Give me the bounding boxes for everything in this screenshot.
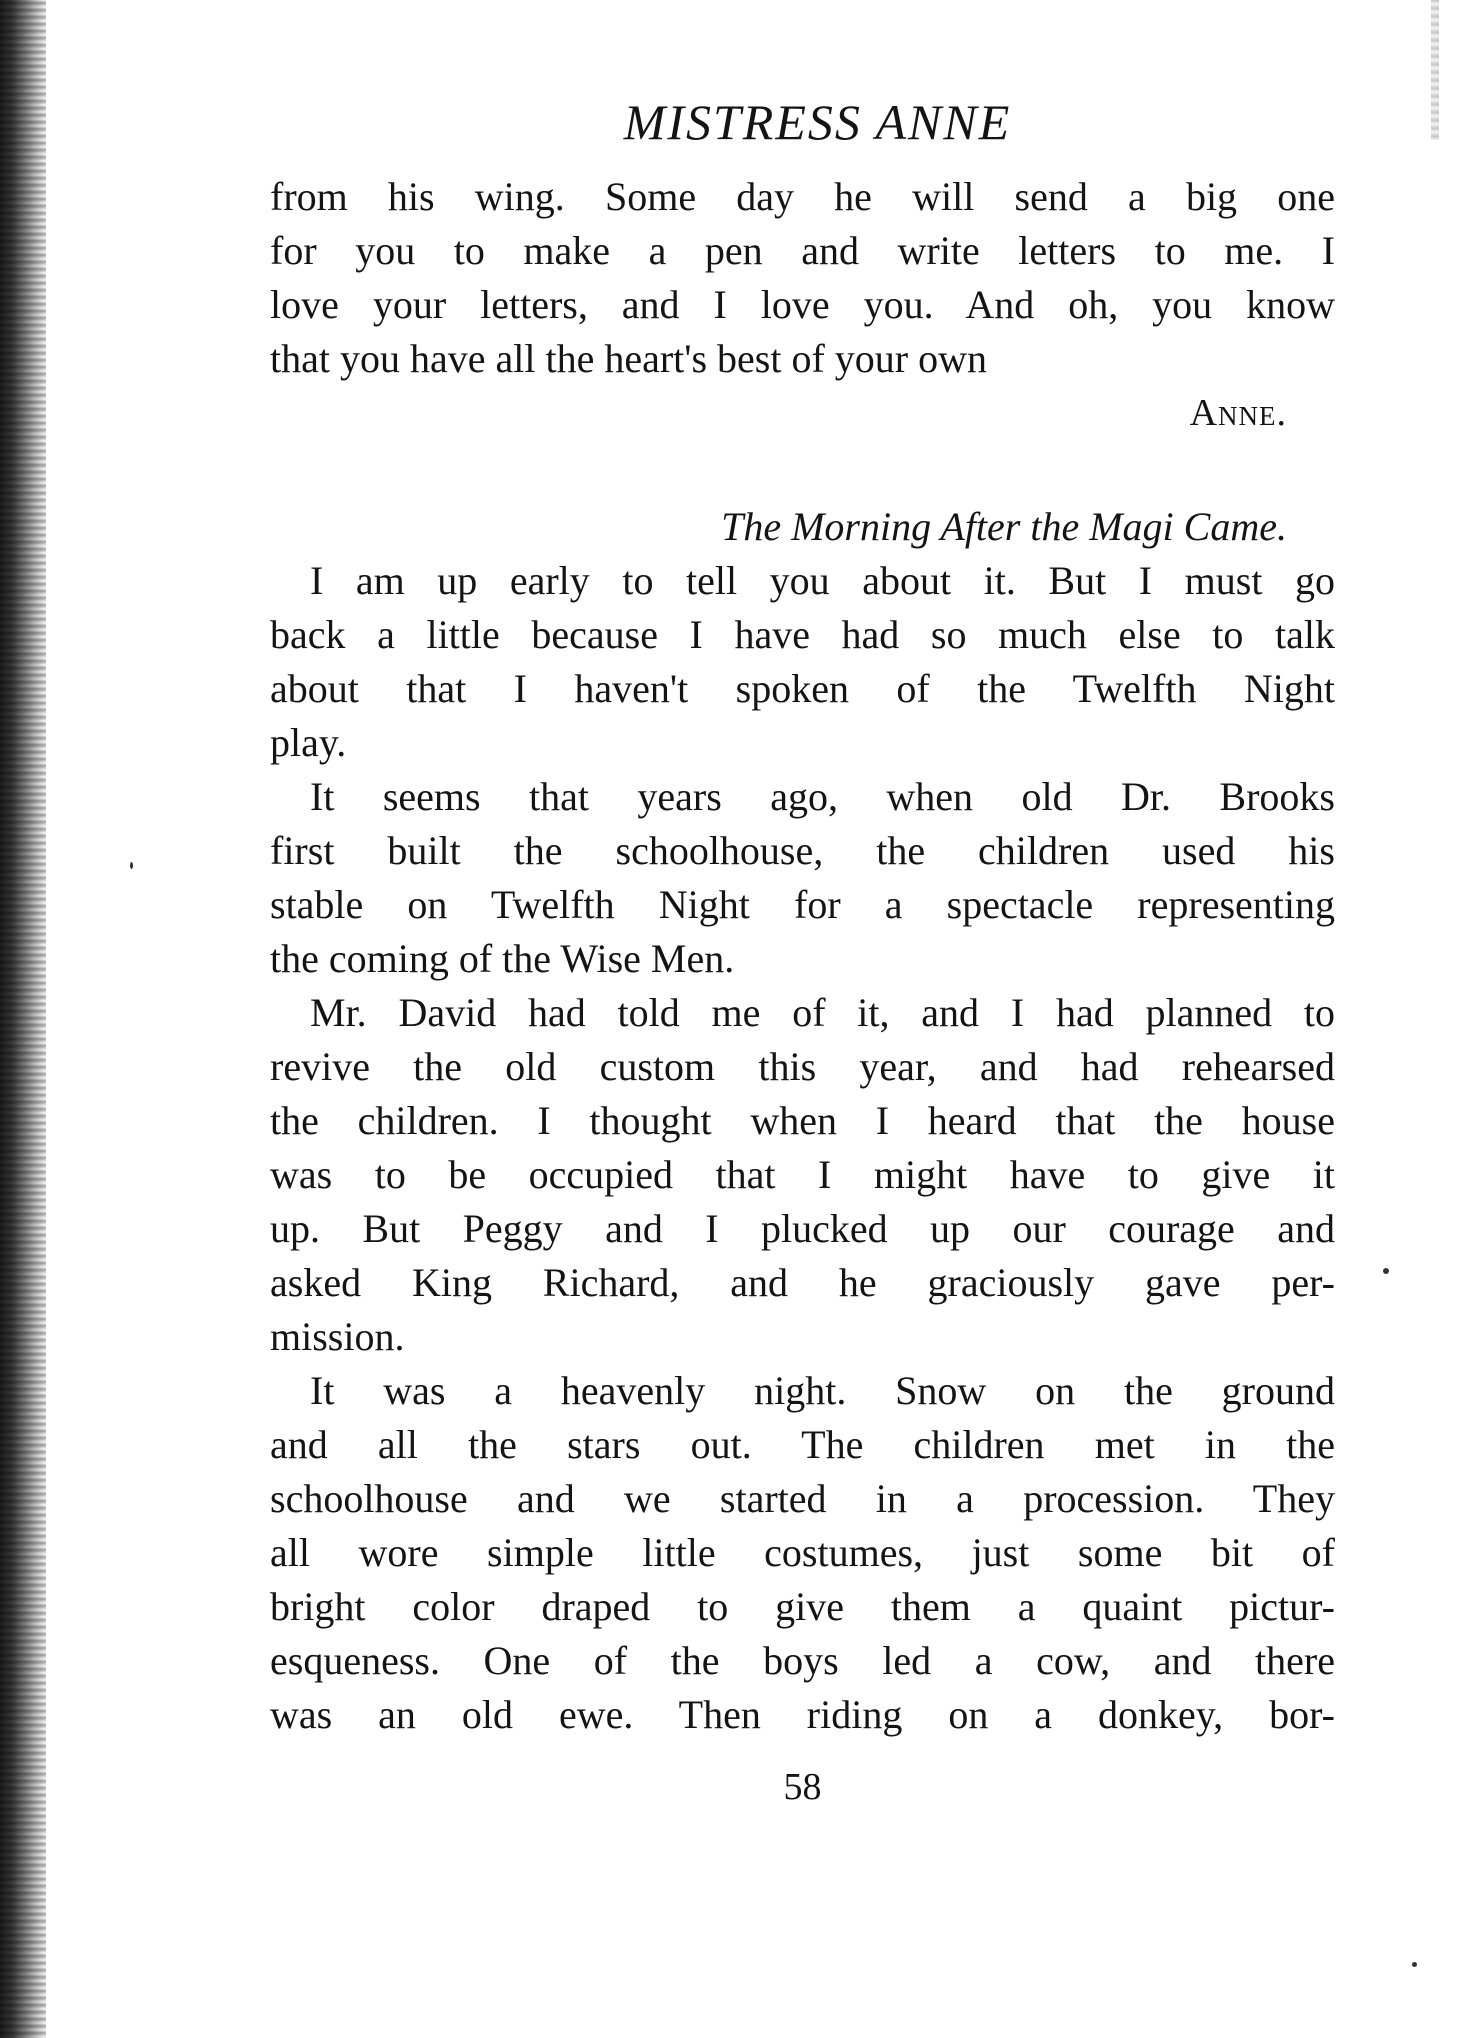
ink-speck <box>1383 1268 1389 1274</box>
text-line: was an old ewe. Then riding on a donkey, bor- <box>270 1692 1335 1737</box>
signature: Anne. <box>1189 392 1287 434</box>
text-line: and all the stars out. The children met in the <box>270 1422 1335 1467</box>
text-line: the children. I thought when I heard that the house <box>270 1098 1335 1143</box>
text-line: first built the schoolhouse, the children used his <box>270 828 1335 873</box>
text-line: play. <box>270 720 347 765</box>
text-line: that you have all the heart's best of your own <box>270 336 988 381</box>
ink-speck <box>1412 1962 1417 1967</box>
text-line: about that I haven't spoken of the Twelfth Night <box>270 666 1335 711</box>
text-line: I am up early to tell you about it. But I must go <box>310 558 1335 603</box>
paragraph <box>270 554 1335 770</box>
text-line: It was a heavenly night. Snow on the ground <box>310 1368 1335 1413</box>
text-line: from his wing. Some day he will send a big one <box>270 174 1335 219</box>
text-line: all wore simple little costumes, just some bit of <box>270 1530 1335 1575</box>
ink-speck <box>130 862 133 869</box>
section-heading: The Morning After the Magi Came. <box>721 504 1287 549</box>
text-line: the coming of the Wise Men. <box>270 936 735 981</box>
book-page <box>270 92 1335 1814</box>
paragraph <box>270 1364 1335 1742</box>
letter-block <box>270 170 1335 386</box>
page-edge-mark <box>1431 0 1439 140</box>
book-spine-shadow <box>0 0 46 2038</box>
text-line: esqueness. One of the boys led a cow, and there <box>270 1638 1335 1683</box>
text-line: back a little because I have had so much else to talk <box>270 612 1335 657</box>
text-line: asked King Richard, and he graciously gave per- <box>270 1260 1335 1305</box>
text-line: schoolhouse and we started in a procession. They <box>270 1476 1335 1521</box>
page-number: 58 <box>783 1766 822 1808</box>
text-line: mission. <box>270 1314 405 1359</box>
text-line: love your letters, and I love you. And oh, you know <box>270 282 1335 327</box>
text-line: Mr. David had told me of it, and I had planned to <box>310 990 1335 1035</box>
text-line: revive the old custom this year, and had rehearsed <box>270 1044 1335 1089</box>
running-head: MISTRESS ANNE <box>623 94 1012 150</box>
paragraph <box>270 986 1335 1364</box>
paragraph <box>270 770 1335 986</box>
text-line: stable on Twelfth Night for a spectacle representing <box>270 882 1335 927</box>
text-line: It seems that years ago, when old Dr. Brooks <box>310 774 1335 819</box>
text-line: bright color draped to give them a quaint pictur- <box>270 1584 1335 1629</box>
text-line: for you to make a pen and write letters to me. I <box>270 228 1335 273</box>
text-line: up. But Peggy and I plucked up our courage and <box>270 1206 1335 1251</box>
text-line: was to be occupied that I might have to give it <box>270 1152 1335 1197</box>
